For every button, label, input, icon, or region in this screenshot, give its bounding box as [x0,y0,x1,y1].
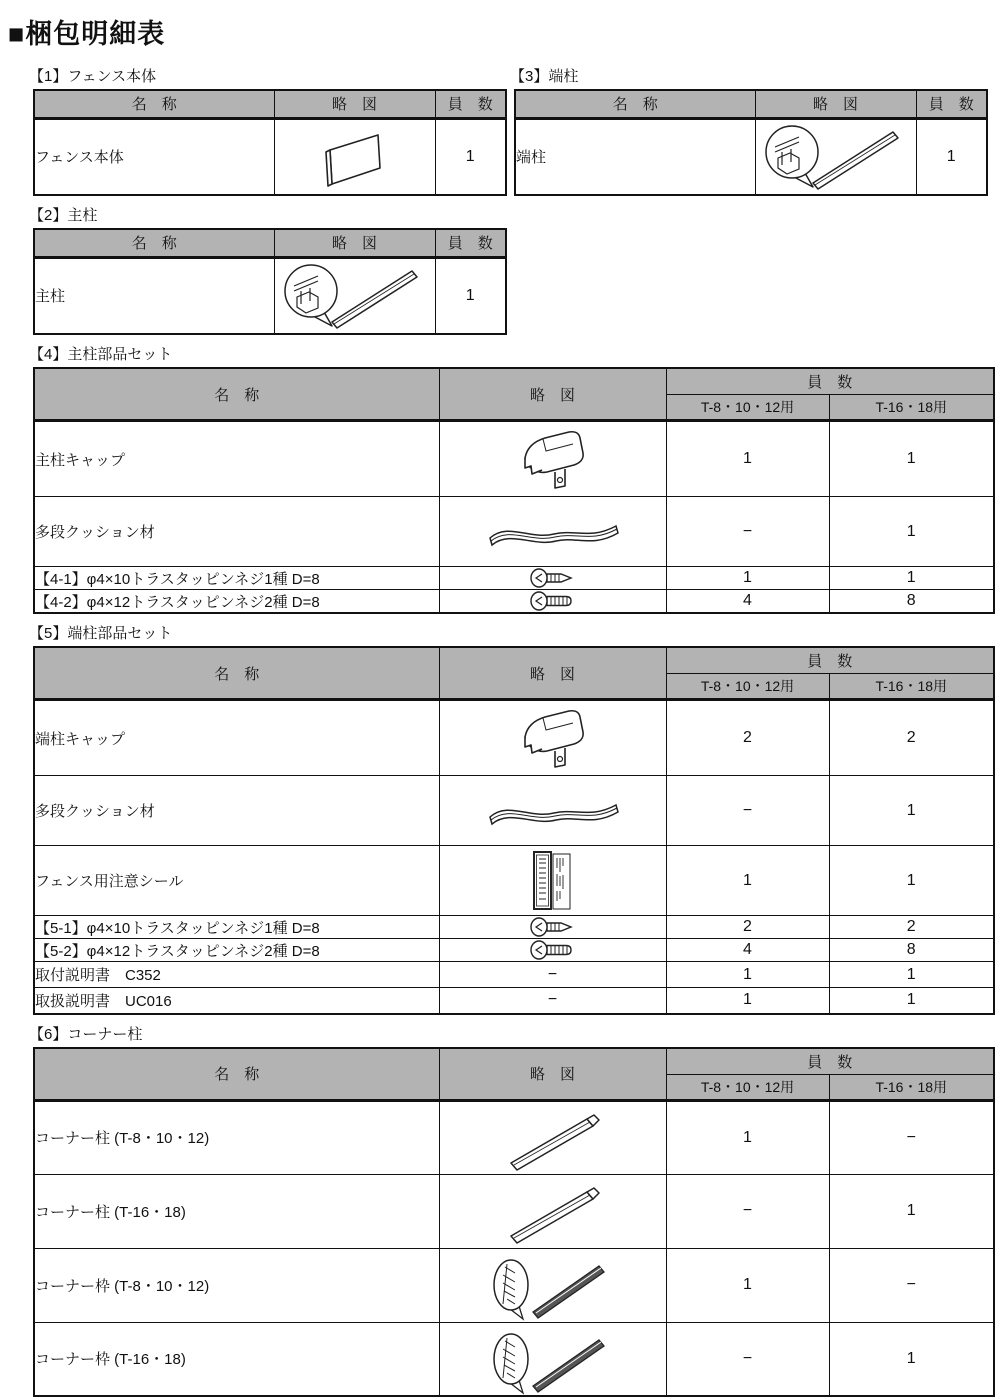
qty-cell-t8: 1 [666,1100,829,1174]
qty-cell-t8: − [666,1174,829,1248]
qty-cell-t8: 4 [666,590,829,614]
qty-cell-t16: − [829,1248,994,1322]
part-name-cell: コーナー柱 (T-8・10・12) [34,1100,439,1174]
qty-cell-t16: 2 [829,916,994,939]
header-row [34,90,506,118]
sketch-cell [439,1248,666,1322]
part-name-cell: 【5-1】φ4×10トラスタッピンネジ1種 D=8 [34,916,439,939]
header-row-top [34,368,994,395]
table-label-t3: 【3】端柱 [510,65,988,86]
part-name-cell: 端柱 [515,118,755,195]
header-row-top [34,647,994,674]
part-name-cell: 取扱説明書 UC016 [34,988,439,1014]
qty-cell-t8: − [666,776,829,846]
cap-icon [512,450,594,467]
col-header-name: 名 称 [34,229,274,257]
sketch-cell [439,846,666,916]
part-name-cell: 主柱 [34,257,274,334]
qty-cell-t8: 2 [666,700,829,776]
table-row [34,776,994,846]
qty-cell-t16: 8 [829,590,994,614]
part-name-cell: コーナー柱 (T-16・18) [34,1174,439,1248]
qty-cell: 1 [435,257,506,334]
sketch-cell [439,939,666,962]
qty-cell-t8: 1 [666,1248,829,1322]
part-name-cell: 主柱キャップ [34,421,439,497]
qty-cell-t8: 1 [666,567,829,590]
col-header-size-t16: T-16・18用 [829,1074,994,1100]
table-label-t4: 【4】主柱部品セット [29,343,1000,364]
sketch-cell [439,700,666,776]
pole-callout-icon [483,1276,623,1293]
cushion-icon [478,802,628,819]
sketch-cell [274,118,435,195]
qty-cell-t16: 1 [829,1322,994,1396]
table-t6 [33,1047,995,1397]
table-row [34,962,994,988]
col-header-qty: 員 数 [666,647,994,674]
table-row [34,118,506,195]
col-header-size-t16: T-16・18用 [829,395,994,421]
col-header-sketch: 略 図 [274,229,435,257]
col-header-sketch: 略 図 [755,90,916,118]
col-header-name: 名 称 [34,90,274,118]
col-header-size-t8: T-8・10・12用 [666,674,829,700]
top-tables-row [33,59,1000,196]
qty-cell-t16: 1 [829,421,994,497]
col-header-sketch: 略 図 [439,1048,666,1101]
table-row [34,257,506,334]
table-row [34,846,994,916]
pole-icon [493,1129,613,1146]
sketch-cell [439,421,666,497]
table-row [34,916,994,939]
fence-panel-icon [300,148,410,165]
col-header-size-t16: T-16・18用 [829,674,994,700]
slot-main-post-table [33,204,1000,335]
part-name-cell: フェンス用注意シール [34,846,439,916]
table-t1 [33,89,507,196]
qty-cell-t16: 1 [829,497,994,567]
col-header-size-t8: T-8・10・12用 [666,395,829,421]
slot-fence-panel-table [33,59,507,196]
table-row [34,939,994,962]
sketch-cell [439,1174,666,1248]
sketch-cell [274,257,435,334]
table-label-t2: 【2】主柱 [29,204,1000,225]
table-row [34,567,994,590]
header-row [34,229,506,257]
slot-end-post-table [514,59,988,196]
table-row [34,988,994,1014]
table-label-t5: 【5】端柱部品セット [29,622,1000,643]
qty-cell-t16: 2 [829,700,994,776]
table-row [34,700,994,776]
table-t2 [33,228,507,335]
qty-cell-t16: 1 [829,1174,994,1248]
screw-type2-icon [529,941,577,958]
col-header-sketch: 略 図 [439,368,666,421]
screw-type2-icon [529,592,577,609]
sticker-icon [528,872,578,889]
col-header-qty: 員 数 [435,90,506,118]
table-row [34,1248,994,1322]
part-name-cell: フェンス本体 [34,118,274,195]
table-row [34,590,994,614]
col-header-qty: 員 数 [435,229,506,257]
table-t4 [33,367,995,614]
part-name-cell: コーナー枠 (T-8・10・12) [34,1248,439,1322]
col-header-name: 名 称 [34,647,439,700]
table-t5 [33,646,995,1015]
part-name-cell: 【5-2】φ4×12トラスタッピンネジ2種 D=8 [34,939,439,962]
qty-cell-t8: − [666,1322,829,1396]
sketch-cell [439,590,666,614]
part-name-cell: 【4-2】φ4×12トラスタッピンネジ2種 D=8 [34,590,439,614]
header-row-top [34,1048,994,1075]
table-row [515,118,987,195]
header-row [515,90,987,118]
col-header-qty: 員 数 [666,368,994,395]
page-title: ■梱包明細表 [8,12,1000,51]
col-header-size-t8: T-8・10・12用 [666,1074,829,1100]
qty-cell-t16: 1 [829,988,994,1014]
qty-cell-t8: 4 [666,939,829,962]
post-callout-icon [761,148,911,165]
table-row [34,1100,994,1174]
dash-glyph: − [548,991,557,1008]
sketch-cell [439,962,666,988]
sketch-cell [439,1322,666,1396]
screw-type1-icon [529,918,577,935]
slot-main-post-parts-table [33,343,1000,614]
part-name-cell: 【4-1】φ4×10トラスタッピンネジ1種 D=8 [34,567,439,590]
sketch-cell [439,497,666,567]
qty-cell-t8: 1 [666,962,829,988]
sketch-cell [439,988,666,1014]
sketch-cell [439,776,666,846]
qty-cell-t8: − [666,497,829,567]
col-header-qty: 員 数 [666,1048,994,1075]
qty-cell-t16: 1 [829,962,994,988]
sketch-cell [439,567,666,590]
col-header-sketch: 略 図 [439,647,666,700]
part-name-cell: 多段クッション材 [34,497,439,567]
qty-cell-t16: 1 [829,776,994,846]
table-row [34,1322,994,1396]
table-row [34,497,994,567]
col-header-sketch: 略 図 [274,90,435,118]
qty-cell-t8: 1 [666,846,829,916]
part-name-cell: 取付説明書 C352 [34,962,439,988]
table-t3 [514,89,988,196]
col-header-name: 名 称 [34,368,439,421]
table-label-t1: 【1】フェンス本体 [29,65,507,86]
cap-icon [512,729,594,746]
sketch-cell [439,1100,666,1174]
cushion-icon [478,523,628,540]
qty-cell-t8: 2 [666,916,829,939]
dash-glyph: − [548,966,557,983]
col-header-name: 名 称 [34,1048,439,1101]
qty-cell-t16: − [829,1100,994,1174]
sketch-cell [439,916,666,939]
col-header-name: 名 称 [515,90,755,118]
slot-end-post-parts-table [33,622,1000,1015]
slot-corner-post-table [33,1023,1000,1397]
qty-cell-t8: 1 [666,421,829,497]
qty-cell: 1 [916,118,987,195]
pole-icon [493,1202,613,1219]
qty-cell-t16: 1 [829,846,994,916]
part-name-cell: コーナー枠 (T-16・18) [34,1322,439,1396]
table-label-t6: 【6】コーナー柱 [29,1023,1000,1044]
part-name-cell: 多段クッション材 [34,776,439,846]
pole-callout-icon [483,1350,623,1367]
sketch-cell [755,118,916,195]
qty-cell: 1 [435,118,506,195]
col-header-qty: 員 数 [916,90,987,118]
post-callout-icon [280,287,430,304]
table-row [34,1174,994,1248]
table-row [34,421,994,497]
part-name-cell: 端柱キャップ [34,700,439,776]
qty-cell-t16: 1 [829,567,994,590]
qty-cell-t16: 8 [829,939,994,962]
screw-type1-icon [529,569,577,586]
qty-cell-t8: 1 [666,988,829,1014]
